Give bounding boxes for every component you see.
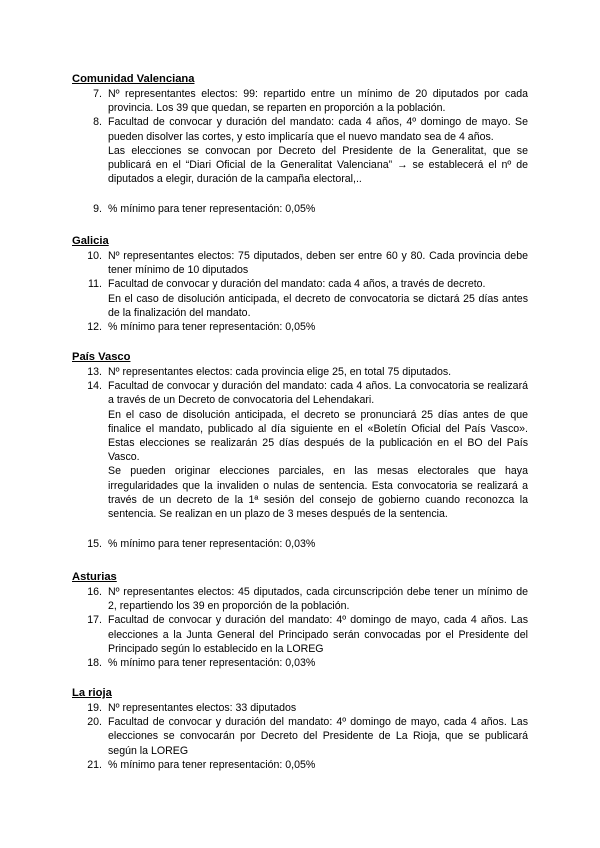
list-item (72, 701, 528, 715)
item-text: % mínimo para tener representación: 0,03% (108, 538, 316, 551)
section-galicia (72, 234, 528, 334)
list-item (72, 613, 528, 656)
item-text: Nº representantes electos: 75 diputados, deben ser entre 60 y 80. Cada provincia debe tener mínimo de 10 diputados (108, 250, 528, 277)
list-item (72, 537, 528, 551)
item-text: % mínimo para tener representación: 0,03% (108, 657, 316, 670)
item-number: 16. (87, 586, 102, 598)
section-heading: La rioja (72, 687, 112, 699)
section-heading: Comunidad Valenciana (72, 73, 195, 85)
item-number: 18. (87, 657, 102, 670)
section-heading: Galicia (72, 235, 109, 247)
item-text: % mínimo para tener representación: 0,05% (108, 321, 316, 334)
section-asturias (72, 570, 528, 670)
item-number: 7. (93, 88, 102, 100)
list-item (72, 365, 528, 379)
list-item (72, 202, 528, 216)
item-number: 14. (87, 380, 102, 393)
list-item (72, 249, 528, 277)
list-item (72, 715, 528, 758)
item-text: Nº representantes electos: 45 diputados, cada circunscripción debe tener un mínimo de 2, repartiendo los 39 en proporción de la población. (108, 586, 528, 613)
item-text: Facultad de convocar y duración del mandato: cada 4 años. La convocatoria se realizará a través de un Decreto de convocatoria del Lehendakari. (108, 380, 528, 407)
item-number: 21. (87, 758, 102, 771)
item-number: 10. (87, 250, 102, 262)
item-text: En el caso de disolución anticipada, el decreto se pronunciará 25 días antes de que finalice el mandato, publicado al día siguiente en el «Boletín Oficial del País Vasco». Estas elecciones se realizarán 25 días después de la publicación en el BO del País Vasco. (108, 408, 528, 464)
item-number: 12. (87, 321, 102, 334)
item-text: % mínimo para tener representación: 0,05% (108, 758, 316, 771)
item-text: Facultad de convocar y duración del mandato: 4º domingo de mayo, cada 4 años. Las elecciones se convocarán por Decreto del Presidente de La Rioja, que se publicará según la LOREG (108, 716, 528, 757)
item-text: Facultad de convocar y duración del mandato: cada 4 años, a través de decreto. (108, 278, 486, 291)
item-text: Nº representantes electos: 99: repartido entre un mínimo de 20 diputados por cada provincia. Los 39 que quedan, se reparten en proporción a la población. (108, 88, 528, 115)
item-number: 9. (93, 203, 102, 216)
list-item (72, 585, 528, 613)
section-la-rioja (72, 686, 528, 772)
list-item (72, 277, 528, 320)
list-item (72, 379, 528, 521)
section-heading: Asturias (72, 571, 117, 583)
item-text: Facultad de convocar y duración del mandato: 4º domingo de mayo, cada 4 años. Las elecciones a la Junta General del Principado serán convocadas por el Presidente del Principado según lo establecido en la LOREG (108, 614, 528, 655)
list-item (72, 115, 528, 186)
item-text: % mínimo para tener representación: 0,05% (108, 203, 316, 216)
list-item (72, 758, 528, 772)
item-text: En el caso de disolución anticipada, el decreto de convocatoria se dictará 25 días antes de la finalización del mandato. (108, 292, 528, 319)
section-comunidad-valenciana (72, 72, 528, 217)
item-text: Se pueden originar elecciones parciales, en las mesas electorales que haya irregularidades que la invaliden o nulas de sentencia. Esta convocatoria se realizará a través de un decreto de la 1ª sesión del consejo de gobierno cuando reconozca la sentencia. Se realizan en un plazo de 3 meses después de la sentencia. (108, 465, 528, 521)
list-item (72, 656, 528, 670)
item-text: Nº representantes electos: cada provincia elige 25, en total 75 diputados. (108, 366, 452, 378)
item-number: 8. (93, 116, 102, 129)
list-item (72, 87, 528, 115)
item-number: 15. (87, 538, 102, 551)
item-number: 20. (87, 716, 102, 729)
item-number: 17. (87, 614, 102, 627)
item-text: Nº representantes electos: 33 diputados (108, 702, 297, 714)
item-number: 11. (88, 278, 102, 291)
list-item (72, 320, 528, 334)
item-number: 13. (87, 366, 102, 378)
item-text: Facultad de convocar y duración del mandato: cada 4 años, 4º domingo de mayo. Se pueden disolver las cortes, y esto implicaría que el nuevo mandato sea de 4 años. (108, 116, 528, 143)
item-text: Las elecciones se convocan por Decreto del Presidente de la Generalitat, que se publicará en el “Diari Oficial de la Generalitat Valenciana” → se establecerá el nº de diputados a elegir, duración de la campaña electoral,.. (108, 144, 528, 186)
item-number: 19. (87, 702, 102, 714)
section-heading: País Vasco (72, 351, 131, 363)
section-pais-vasco (72, 350, 528, 551)
